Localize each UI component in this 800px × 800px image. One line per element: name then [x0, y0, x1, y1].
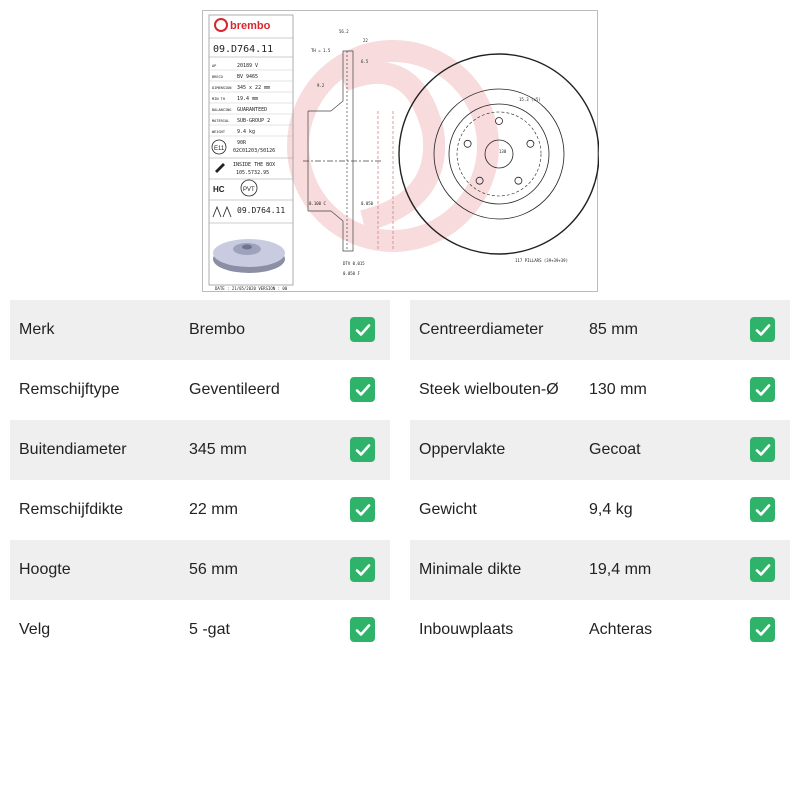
- svg-text:E11: E11: [214, 146, 225, 152]
- footer-date: DATE : 21/05/2020 VERSION : 00: [215, 286, 288, 291]
- svg-text:56.2: 56.2: [339, 29, 349, 34]
- checkmark-icon: [750, 497, 775, 522]
- spec-value: Gecoat: [589, 441, 641, 458]
- svg-text:TH = 1.5: TH = 1.5: [311, 48, 331, 53]
- checkmark-icon: [750, 617, 775, 642]
- spec-value: 345 mm: [189, 441, 247, 458]
- spec-panel-left: [10, 300, 390, 660]
- spec-table: [209, 63, 293, 136]
- spec-value: Brembo: [189, 321, 246, 338]
- spec-label: Velg: [19, 621, 51, 638]
- spec-value: 9,4 kg: [589, 501, 633, 518]
- spec-label: Remschijftype: [19, 381, 120, 398]
- svg-text:9.2: 9.2: [317, 83, 325, 88]
- bolt-hole: [515, 177, 522, 184]
- spec-row: [410, 420, 790, 480]
- spec-label: Minimale dikte: [419, 561, 522, 578]
- technical-drawing: [202, 10, 598, 292]
- checkmark-icon: [350, 377, 375, 402]
- spec-key: BALANCING: [212, 108, 232, 112]
- spec-value: GUARANTEED: [237, 107, 268, 113]
- spec-value: Geventileerd: [189, 381, 280, 398]
- spec-key: BRECO: [212, 75, 223, 79]
- spec-label: Inbouwplaats: [419, 621, 514, 638]
- spec-value: 345 x 22 mm: [237, 85, 271, 91]
- checkmark-icon: [350, 557, 375, 582]
- spec-value: 85 mm: [589, 321, 638, 338]
- spec-value: 19.4 mm: [237, 96, 259, 102]
- svg-text:6.5: 6.5: [361, 59, 369, 64]
- spec-row: [10, 540, 390, 600]
- spec-label: Centreerdiameter: [419, 321, 544, 338]
- spec-label: Buitendiameter: [19, 441, 127, 458]
- svg-text:09.D764.11: 09.D764.11: [237, 206, 286, 215]
- spec-value: 130 mm: [589, 381, 647, 398]
- checkmark-icon: [750, 377, 775, 402]
- spec-key: MIN TH: [212, 97, 225, 101]
- spec-value: 5 -gat: [189, 621, 230, 638]
- spec-row: [410, 360, 790, 420]
- spec-row: [10, 600, 390, 660]
- spec-key: MATERIAL: [212, 119, 230, 123]
- svg-text:0.100 C: 0.100 C: [309, 201, 326, 206]
- svg-text:105.5732.95: 105.5732.95: [236, 170, 270, 176]
- spec-label: Merk: [19, 321, 55, 338]
- checkmark-icon: [750, 317, 775, 342]
- svg-text:130: 130: [499, 149, 507, 154]
- bolt-hole: [464, 140, 471, 147]
- spec-key: WEIGHT: [212, 130, 225, 134]
- svg-text:90R: 90R: [237, 140, 247, 146]
- bolt-hole: [496, 118, 503, 125]
- svg-text:0.050: 0.050: [361, 201, 374, 206]
- checkmark-icon: [750, 437, 775, 462]
- svg-text:0.050 F: 0.050 F: [343, 271, 360, 276]
- svg-text:02C01203/50126: 02C01203/50126: [233, 148, 276, 154]
- checkmark-icon: [350, 617, 375, 642]
- spec-key: AP: [212, 64, 217, 68]
- spec-row: [410, 600, 790, 660]
- bolt-hole: [527, 140, 534, 147]
- e11-mark: [212, 140, 275, 154]
- svg-text:PVT: PVT: [243, 187, 255, 193]
- checkmark-icon: [350, 317, 375, 342]
- checkmark-icon: [350, 497, 375, 522]
- spec-label: Steek wielbouten-Ø: [419, 381, 559, 398]
- spec-row: [410, 540, 790, 600]
- spec-label: Gewicht: [419, 501, 477, 518]
- spec-value: Achteras: [589, 621, 653, 638]
- svg-text:HC: HC: [213, 185, 225, 194]
- svg-text:117 PILLARS (39+39+39): 117 PILLARS (39+39+39): [515, 258, 568, 263]
- spec-value: 22 mm: [189, 501, 238, 518]
- spec-row: [10, 300, 390, 360]
- inside-box: [215, 162, 275, 176]
- part-number: 09.D764.11: [213, 44, 274, 55]
- brake-disc-image: [213, 239, 285, 273]
- spec-row: [10, 480, 390, 540]
- spec-value: 9.4 kg: [237, 129, 256, 135]
- spec-value: SUB-GROUP 2: [237, 118, 271, 124]
- svg-text:brembo: brembo: [230, 20, 271, 32]
- spec-label: Remschijfdikte: [19, 501, 124, 518]
- spec-panel-right: [410, 300, 790, 660]
- drawing-canvas: [203, 11, 599, 293]
- spec-value: BV 9465: [237, 74, 259, 80]
- spec-value: 56 mm: [189, 561, 238, 578]
- spec-label: Oppervlakte: [419, 441, 506, 458]
- spec-value: 19,4 mm: [589, 561, 652, 578]
- spec-value: 20189 V: [237, 63, 259, 69]
- svg-text:15.3 (x5): 15.3 (x5): [519, 97, 541, 102]
- checkmark-icon: [350, 437, 375, 462]
- svg-text:INSIDE THE BOX: INSIDE THE BOX: [233, 162, 276, 168]
- svg-text:22: 22: [363, 38, 368, 43]
- svg-text:DTV 0.015: DTV 0.015: [343, 261, 365, 266]
- spec-row: [410, 300, 790, 360]
- bottom-code: [213, 206, 285, 217]
- hc-pvt-icons: [213, 180, 257, 196]
- spec-row: [10, 420, 390, 480]
- spec-key: DIMENSION: [212, 86, 232, 90]
- spec-row: [10, 360, 390, 420]
- checkmark-icon: [750, 557, 775, 582]
- spec-label: Hoogte: [19, 561, 71, 578]
- spec-row: [410, 480, 790, 540]
- brembo-logo: [215, 19, 271, 32]
